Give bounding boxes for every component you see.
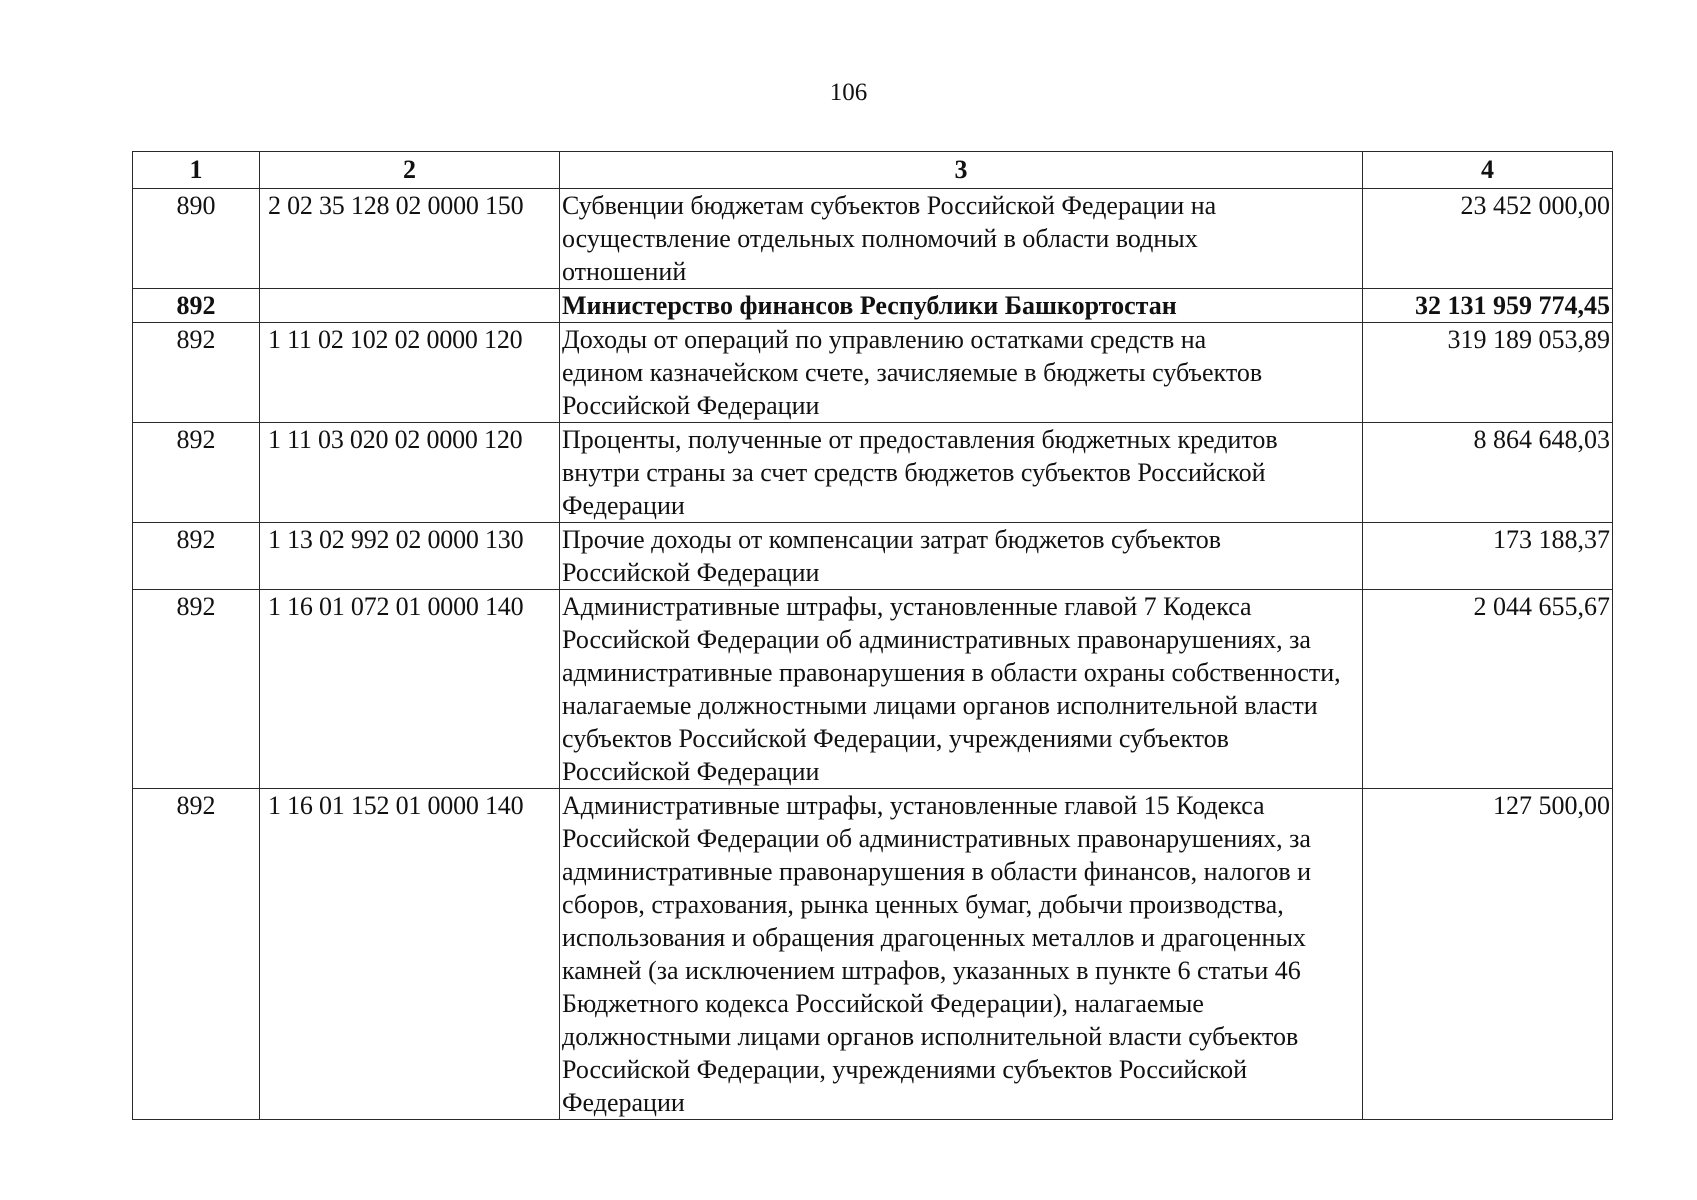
classification-code-cell: 1 16 01 072 01 0000 140 (260, 590, 560, 789)
header-col-3: 3 (560, 152, 1363, 189)
page-number: 106 (829, 79, 868, 106)
classification-code-cell: 1 13 02 992 02 0000 130 (260, 523, 560, 590)
revenue-name-cell: Административные штрафы, установленные главой 15 Кодекса Российской Федерации об административных правонарушениях, за административные правонарушения в области финансов, налогов и сборов, страхования, рынка ценных бумаг, добычи производства, использования и обращения драгоценных металлов и драгоценных камней (за исключением штрафов, указанных в пункте 6 статьи 46 Бюджетного кодекса Российской Федерации), налагаемые должностными лицами органов исполнительной власти субъектов Российской Федерации, учреждениями субъектов Российской Федерации (560, 789, 1363, 1120)
amount-cell: 2 044 655,67 (1363, 590, 1613, 789)
amount-cell: 173 188,37 (1363, 523, 1613, 590)
classification-code-cell: 1 11 03 020 02 0000 120 (260, 423, 560, 523)
table-header-row (133, 152, 1613, 189)
header-col-1: 1 (133, 152, 260, 189)
revenue-name-cell: Субвенции бюджетам субъектов Российской Федерации на осуществление отдельных полномочий в области водных отношений (560, 189, 1363, 289)
table-row (133, 523, 1613, 590)
admin-code-cell: 892 (133, 423, 260, 523)
amount-cell: 23 452 000,00 (1363, 189, 1613, 289)
revenue-name-cell: Министерство финансов Республики Башкортостан (560, 289, 1363, 323)
revenue-table (132, 151, 1613, 1120)
amount-cell: 319 189 053,89 (1363, 323, 1613, 423)
revenue-name-cell: Доходы от операций по управлению остатками средств на едином казначейском счете, зачисляемые в бюджеты субъектов Российской Федерации (560, 323, 1363, 423)
admin-code-cell: 892 (133, 323, 260, 423)
admin-code-cell: 892 (133, 590, 260, 789)
header-col-2: 2 (260, 152, 560, 189)
amount-cell: 8 864 648,03 (1363, 423, 1613, 523)
header-col-4: 4 (1363, 152, 1613, 189)
table-row (133, 189, 1613, 289)
amount-cell: 32 131 959 774,45 (1363, 289, 1613, 323)
revenue-name-cell: Административные штрафы, установленные главой 7 Кодекса Российской Федерации об административных правонарушениях, за административные правонарушения в области охраны собственности, налагаемые должностными лицами органов исполнительной власти субъектов Российской Федерации, учреждениями субъектов Российской Федерации (560, 590, 1363, 789)
revenue-name-cell: Проценты, полученные от предоставления бюджетных кредитов внутри страны за счет средств бюджетов субъектов Российской Федерации (560, 423, 1363, 523)
table-row (133, 789, 1613, 1120)
table-row (133, 423, 1613, 523)
admin-code-cell: 892 (133, 523, 260, 590)
classification-code-cell: 2 02 35 128 02 0000 150 (260, 189, 560, 289)
admin-code-cell: 890 (133, 189, 260, 289)
classification-code-cell: 1 16 01 152 01 0000 140 (260, 789, 560, 1120)
admin-code-cell: 892 (133, 289, 260, 323)
table-row (133, 323, 1613, 423)
revenue-name-cell: Прочие доходы от компенсации затрат бюджетов субъектов Российской Федерации (560, 523, 1363, 590)
table-row (133, 590, 1613, 789)
classification-code-cell: 1 11 02 102 02 0000 120 (260, 323, 560, 423)
admin-code-cell: 892 (133, 789, 260, 1120)
table-row (133, 289, 1613, 323)
amount-cell: 127 500,00 (1363, 789, 1613, 1120)
classification-code-cell (260, 289, 560, 323)
